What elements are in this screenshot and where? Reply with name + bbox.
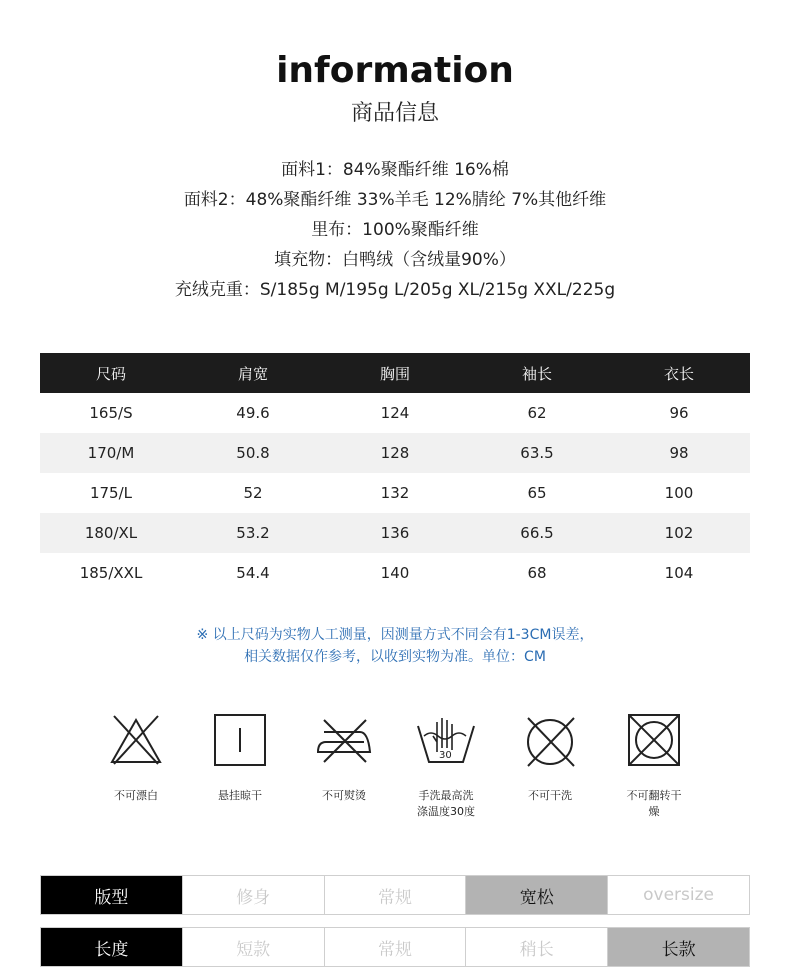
fit-option: 常规 (324, 876, 466, 914)
length-option-selected: 长款 (607, 928, 749, 966)
fit-scale (40, 875, 750, 915)
care-item-no-bleach (96, 712, 176, 804)
care-item-no-dry-clean (510, 712, 590, 804)
materials-list (0, 155, 790, 305)
table-cell: 124 (380, 404, 410, 422)
hand-wash-icon (415, 712, 477, 768)
hang-dry-icon (212, 712, 268, 768)
wash-temp-symbol: 30 (439, 750, 452, 761)
length-label: 长度 (41, 928, 182, 966)
fit-label: 版型 (41, 876, 182, 914)
header-length: 衣长 (608, 353, 750, 393)
table-cell: 62 (527, 404, 547, 422)
care-label: 不可漂白 (114, 789, 158, 802)
table-cell: 96 (669, 404, 689, 422)
table-cell: 104 (664, 564, 694, 582)
table-cell: 175/L (89, 484, 133, 502)
table-cell: 54.4 (236, 564, 270, 582)
care-label: 悬挂晾干 (218, 789, 262, 802)
table-cell: 128 (324, 433, 466, 473)
no-bleach-icon (108, 712, 164, 768)
table-cell: 53.2 (182, 513, 324, 553)
header-size: 尺码 (40, 353, 182, 393)
table-row (40, 513, 750, 553)
table-cell: 63.5 (466, 433, 608, 473)
table-cell: 49.6 (236, 404, 270, 422)
page-subtitle: 商品信息 (350, 101, 439, 126)
table-cell: 185/XXL (79, 564, 143, 582)
fit-option: 修身 (182, 876, 324, 914)
care-item-hang-dry (200, 712, 280, 804)
header-sleeve: 袖长 (466, 353, 608, 393)
care-item-no-iron (304, 712, 384, 804)
table-cell: 165/S (89, 404, 133, 422)
measurement-note (0, 624, 790, 668)
header-chest: 胸围 (324, 353, 466, 393)
table-cell: 132 (380, 484, 410, 502)
table-cell: 68 (527, 564, 547, 582)
table-row (40, 393, 750, 433)
table-cell: 140 (380, 564, 410, 582)
page-title: information (276, 50, 514, 91)
material-line: 面料1：84%聚酯纤维 16%棉 (281, 160, 509, 180)
table-cell: 50.8 (182, 433, 324, 473)
material-line: 填充物：白鸭绒（含绒量90%） (274, 250, 516, 270)
size-table (40, 353, 750, 593)
length-option: 常规 (324, 928, 466, 966)
table-cell: 65 (527, 484, 547, 502)
care-label: 不可熨烫 (322, 789, 366, 802)
table-cell: 102 (608, 513, 750, 553)
care-label: 手洗最高洗涤温度30度 (417, 789, 475, 818)
table-cell: 180/XL (40, 513, 182, 553)
no-iron-icon (314, 712, 374, 768)
length-option: 短款 (182, 928, 324, 966)
table-cell: 170/M (40, 433, 182, 473)
length-option: 稍长 (465, 928, 607, 966)
care-item-hand-wash (406, 712, 486, 820)
note-line: 相关数据仅作参考，以收到实物为准。单位：CM (244, 649, 546, 665)
no-dry-clean-icon (522, 712, 578, 768)
no-tumble-dry-icon (626, 712, 682, 768)
care-label: 不可干洗 (528, 789, 572, 802)
table-cell: 52 (243, 484, 263, 502)
fit-option-selected: 宽松 (465, 876, 607, 914)
table-cell: 136 (324, 513, 466, 553)
header-shoulder: 肩宽 (182, 353, 324, 393)
care-label: 不可翻转干燥 (626, 789, 682, 818)
table-cell: 66.5 (466, 513, 608, 553)
length-scale (40, 927, 750, 967)
material-line: 面料2：48%聚酯纤维 33%羊毛 12%腈纶 7%其他纤维 (183, 190, 607, 210)
material-line: 里布：100%聚酯纤维 (311, 220, 479, 240)
care-item-no-tumble-dry (614, 712, 694, 820)
table-row (40, 553, 750, 593)
table-cell: 98 (608, 433, 750, 473)
table-row (40, 433, 750, 473)
note-line: ※ 以上尺码为实物人工测量，因测量方式不同会有1-3CM误差， (196, 627, 594, 643)
size-table-header-row (40, 353, 750, 393)
material-line: 充绒克重：S/185g M/195g L/205g XL/215g XXL/225g (174, 280, 616, 300)
fit-option: oversize (607, 876, 749, 914)
table-cell: 100 (664, 484, 694, 502)
table-row (40, 473, 750, 513)
